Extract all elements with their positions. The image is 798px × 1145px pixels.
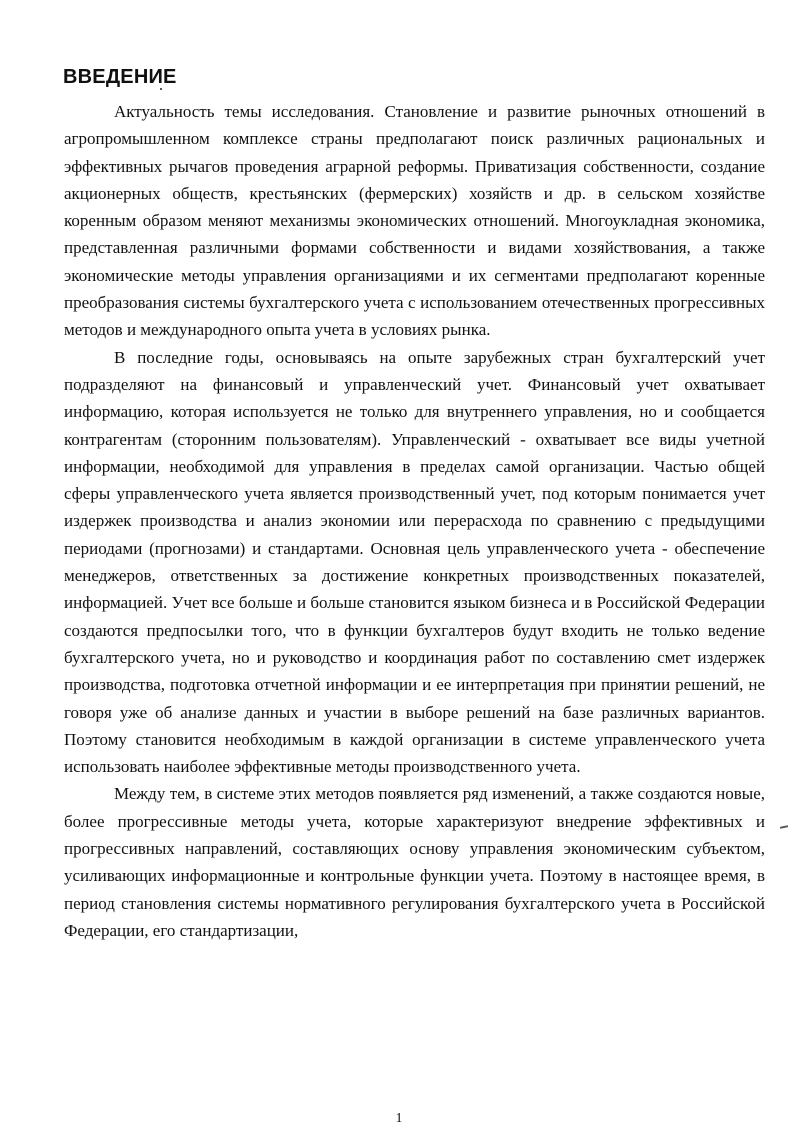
paragraph: Актуальность темы исследования. Становление и развитие рыночных отношений в агропромышленном комплексе страны предполагают поиск различных рациональных и эффективных рычагов проведения аграрной реформы. Приватизация собственности, создание акционерных обществ, крестьянских (фермерских) хозяйств и др. в сельском хозяйстве коренным образом меняют механизмы экономических отношений. Многоукладная экономика, представленная различными формами собственности и видами хозяйствования, а также экономические методы управления организациями и их сегментами предполагают коренные преобразования системы бухгалтерского учета с использованием отечественных прогрессивных методов и международного опыта учета в условиях рынка. <box>64 102 765 340</box>
scan-speck <box>780 825 788 829</box>
page-number: 1 <box>395 1111 403 1126</box>
scan-speck <box>160 88 162 90</box>
paragraph: В последние годы, основываясь на опыте зарубежных стран бухгалтерский учет подразделяют на финансовый и управленческий учет. Финансовый учет охватывает информацию, которая используется не только для внутреннего управления, но и сообщается контрагентам (сторонним пользователям). Управленческий - охватывает все виды учетной информации, необходимой для управления в пределах самой организации. Частью общей сферы управленческого учета является производственный учет, под которым понимается учет издержек производства и анализ экономии или перерасхода по сравнению с предыдущими периодами (прогнозами) и стандартами. Основная цель управленческого учета - обеспечение менеджеров, ответственных за достижение конкретных производственных показателей, информацией. Учет все больше и больше становится языком бизнеса и в Российской Федерации создаются предпосылки того, что в функции бухгалтеров будут входить не только ведение бухгалтерского учета, но и руководство и координация работ по составлению смет издержек производства, подготовка отчетной информации и ее интерпретация при принятии решений, не говоря уже об анализе данных и участии в выборе решений на базе различных вариантов. Поэтому становится необходимым в каждой организации в системе управленческого учета использовать наиболее эффективные методы производственного учета. <box>64 347 765 777</box>
paragraph: Между тем, в системе этих методов появляется ряд изменений, а также создаются новые, более прогрессивные методы учета, которые характеризуют внедрение эффективных и прогрессивных направлений, составляющих основу управления экономическим субъектом, усиливающих информационные и контрольные функции учета. Поэтому в настоящее время, в период становления системы нормативного регулирования бухгалтерского учета в Российской Федерации, его стандартизации, <box>64 784 765 940</box>
body-text <box>64 98 765 944</box>
section-heading: ВВЕДЕНИЕ <box>63 66 177 88</box>
